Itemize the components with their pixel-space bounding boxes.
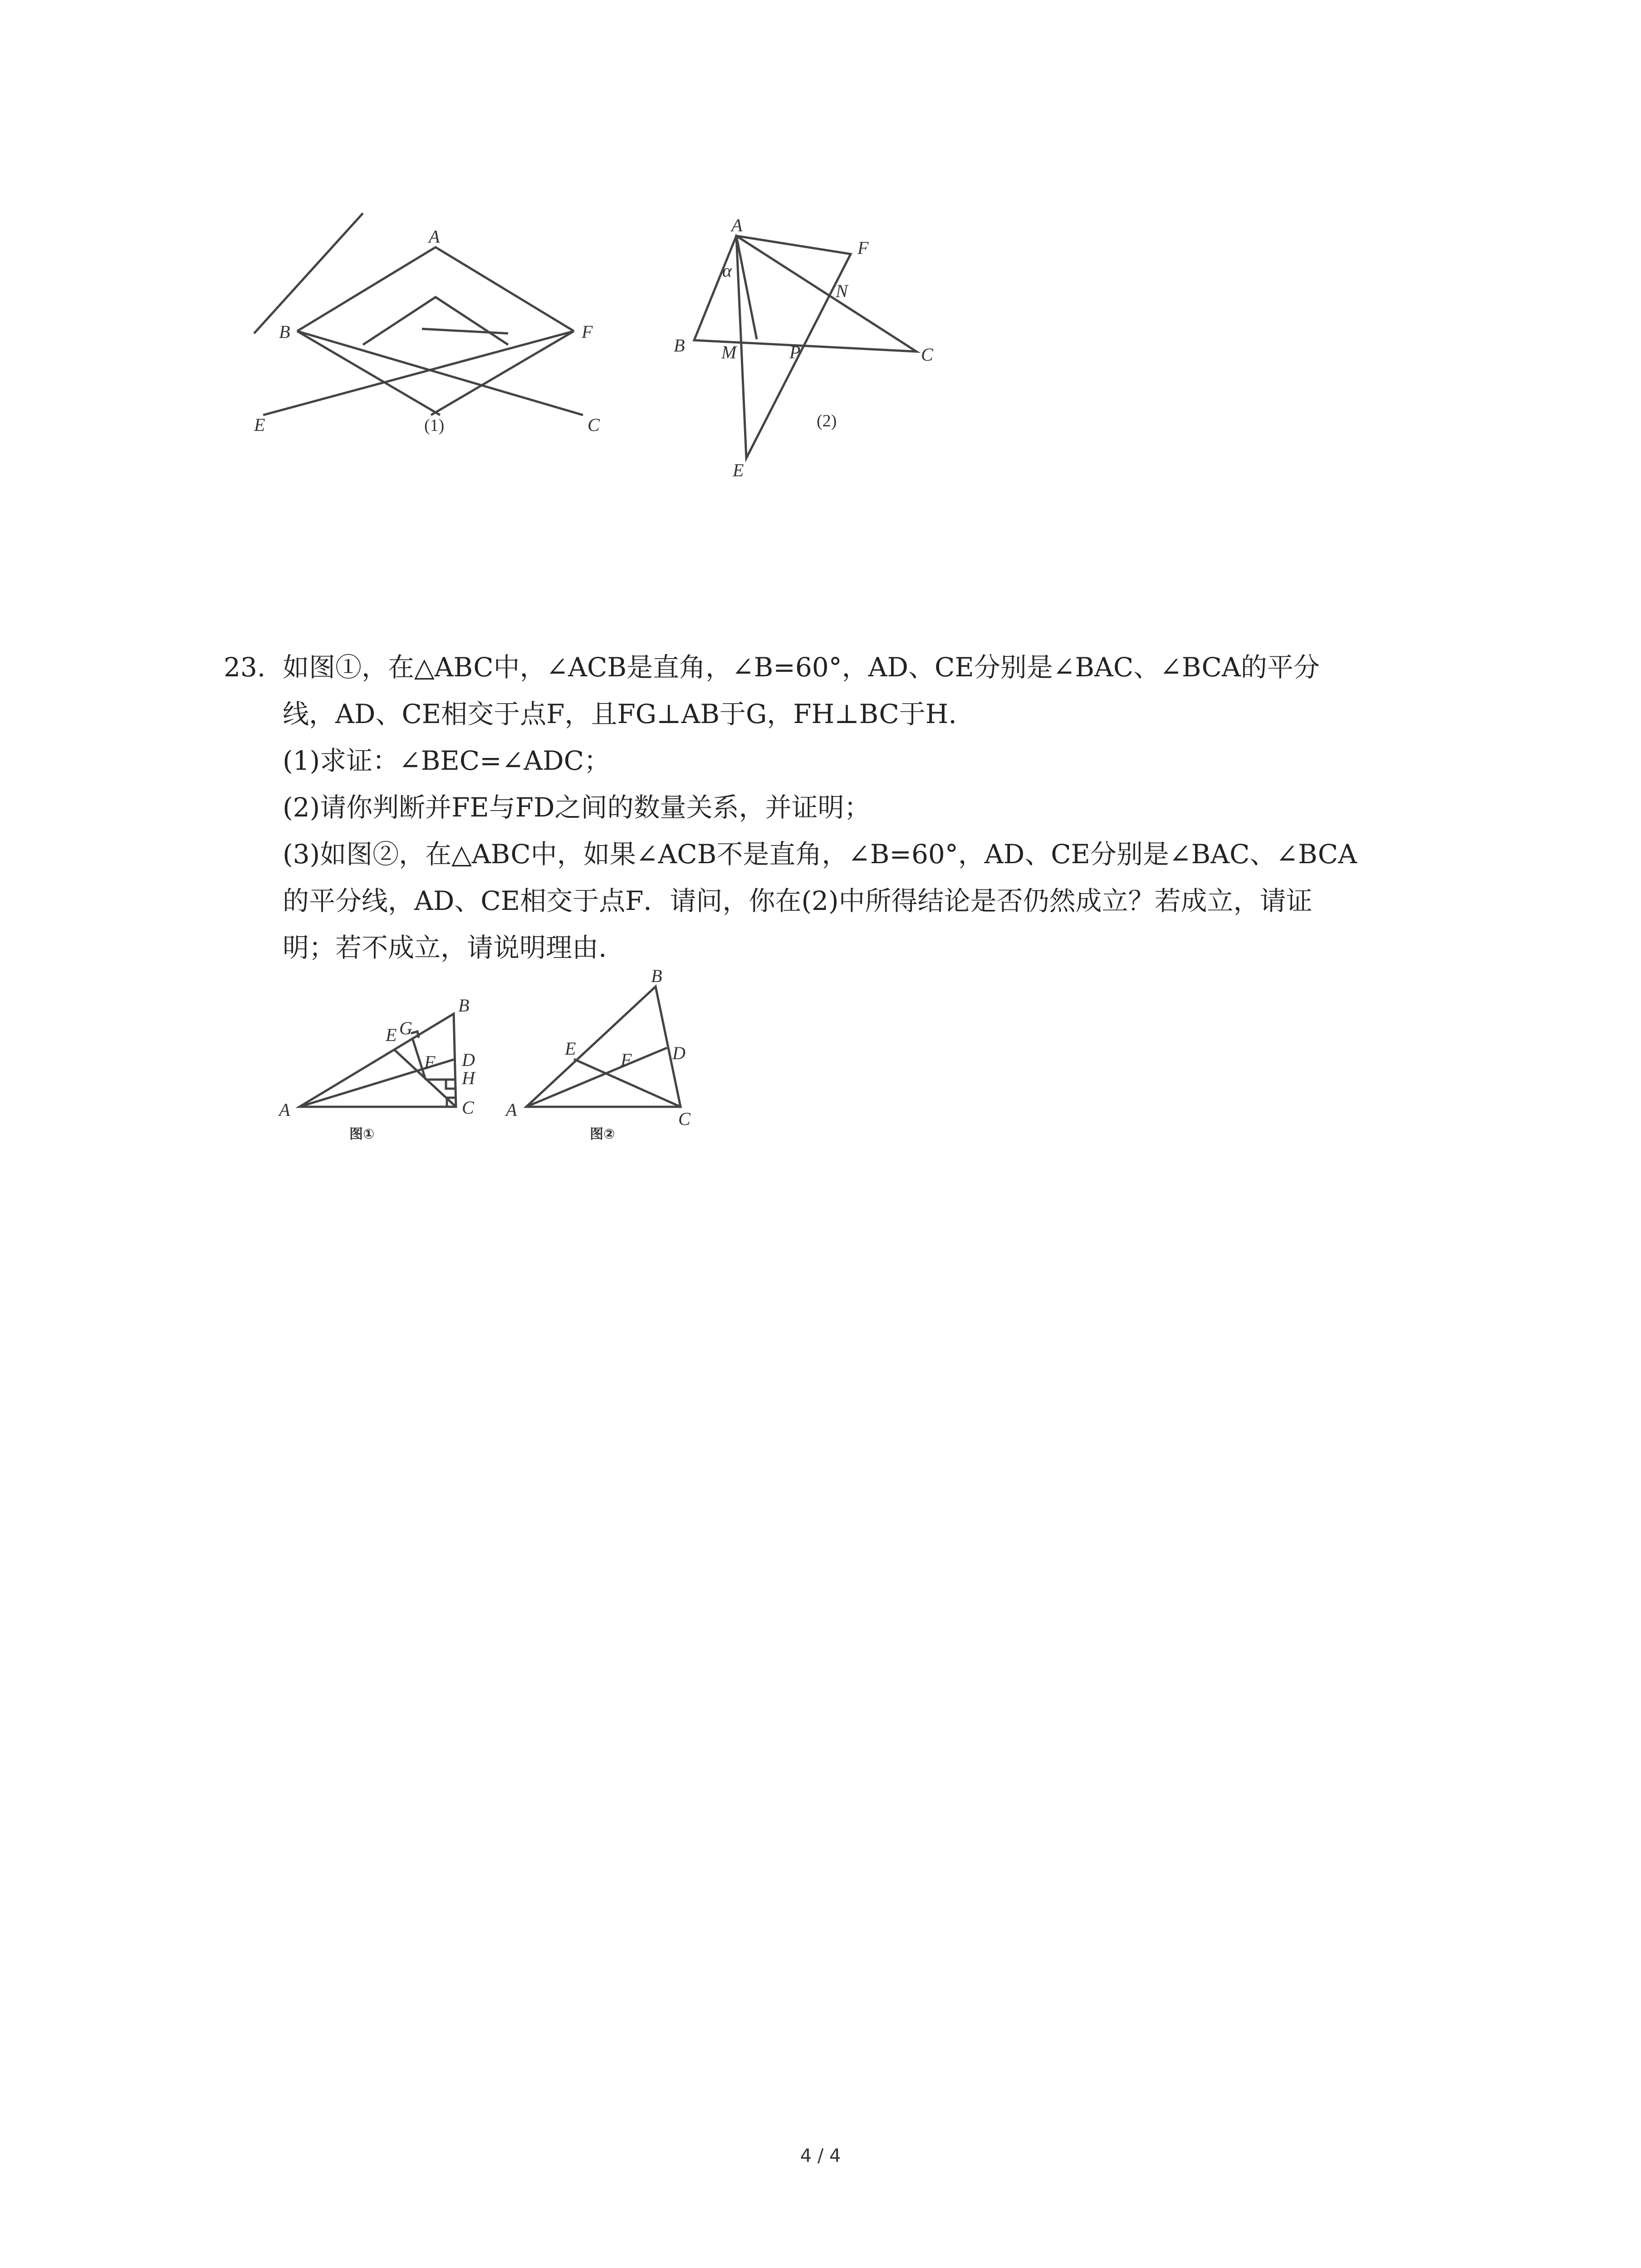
page-number: 4 / 4	[800, 2146, 841, 2166]
fig-b1-right-angle-h	[446, 1080, 455, 1089]
fig1-label-b: B	[279, 322, 290, 342]
figure-2-bottom	[504, 966, 758, 1157]
fig1-outer-vertex-lines	[297, 247, 574, 331]
fig1-segment-fe	[431, 331, 574, 415]
problem-23	[224, 644, 1471, 971]
fig1-segment-b-to-c	[297, 331, 583, 415]
fig-b2-segment-ad	[526, 1048, 667, 1107]
problem-number: 23.	[224, 652, 266, 683]
fig2-label-b: B	[674, 335, 685, 356]
fig2-label-alpha: α	[722, 260, 732, 281]
fig-b1-label-h: H	[462, 1068, 475, 1088]
fig1-label-c: C	[588, 415, 600, 435]
fig-b2-label-b: B	[651, 966, 662, 986]
fig1-label-f: F	[582, 322, 593, 342]
fig-b2-caption: 图②	[590, 1126, 615, 1142]
fig1-inner-base	[422, 329, 508, 333]
fig-b1-label-f: F	[424, 1052, 436, 1072]
problem-text-1: 如图①，在△ABC中，∠ACB是直角，∠B=60°，AD、CE分别是∠BAC、∠BCA的平分	[283, 652, 1320, 683]
fig-b2-label-a: A	[506, 1100, 517, 1120]
problem-part-3-end: 明；若不成立，请说明理由.	[283, 932, 607, 963]
fig-b1-label-g: G	[399, 1018, 412, 1038]
fig-b1-label-e: E	[386, 1025, 397, 1045]
fig1-segment-be	[254, 213, 363, 333]
problem-part-3: (3)如图②，在△ABC中，如果∠ACB不是直角，∠B=60°，AD、CE分别是∠BAC、∠BCA	[283, 839, 1357, 870]
fig2-label-a: A	[731, 215, 743, 235]
problem-part-2: (2)请你判断并FE与FD之间的数量关系，并证明；	[283, 792, 871, 823]
fig-b2-triangle-abc	[526, 987, 681, 1107]
fig1-label-e: E	[254, 415, 265, 435]
fig-b1-label-d: D	[462, 1050, 475, 1070]
fig-b1-caption: 图①	[349, 1126, 375, 1142]
fig1-caption: (1)	[424, 416, 445, 435]
fig-b1-label-b: B	[458, 995, 470, 1016]
fig-b2-label-f: F	[621, 1050, 632, 1070]
figure-1-bottom	[272, 993, 526, 1157]
fig2-label-n: N	[836, 281, 848, 301]
fig2-label-m: M	[721, 342, 737, 362]
problem-line-1	[224, 644, 1471, 691]
figure-1-top	[254, 213, 617, 458]
fig-b2-label-d: D	[672, 1043, 686, 1063]
fig-b2-label-c: C	[678, 1109, 691, 1129]
fig-b2-label-e: E	[565, 1038, 576, 1059]
fig2-label-p: P	[789, 342, 801, 362]
fig2-caption: (2)	[817, 411, 837, 430]
problem-line-2: 线，AD、CE相交于点F，且FG⊥AB于G，FH⊥BC于H.	[283, 699, 957, 729]
fig2-label-c: C	[921, 344, 933, 365]
fig1-label-a: A	[429, 226, 440, 247]
fig2-triangle-abc	[694, 236, 916, 352]
figure-2-top	[653, 213, 971, 485]
fig1-inner-triangle-sides	[363, 297, 508, 345]
fig-b1-label-c: C	[462, 1097, 474, 1118]
fig2-label-f: F	[857, 238, 869, 258]
problem-part-1: (1)求证：∠BEC=∠ADC；	[283, 745, 611, 776]
problem-part-3-cont: 的平分线，AD、CE相交于点F．请问，你在(2)中所得结论是否仍然成立？若成立，请证	[283, 885, 1313, 916]
fig2-label-e: E	[733, 460, 744, 480]
fig-b1-label-a: A	[279, 1100, 290, 1120]
